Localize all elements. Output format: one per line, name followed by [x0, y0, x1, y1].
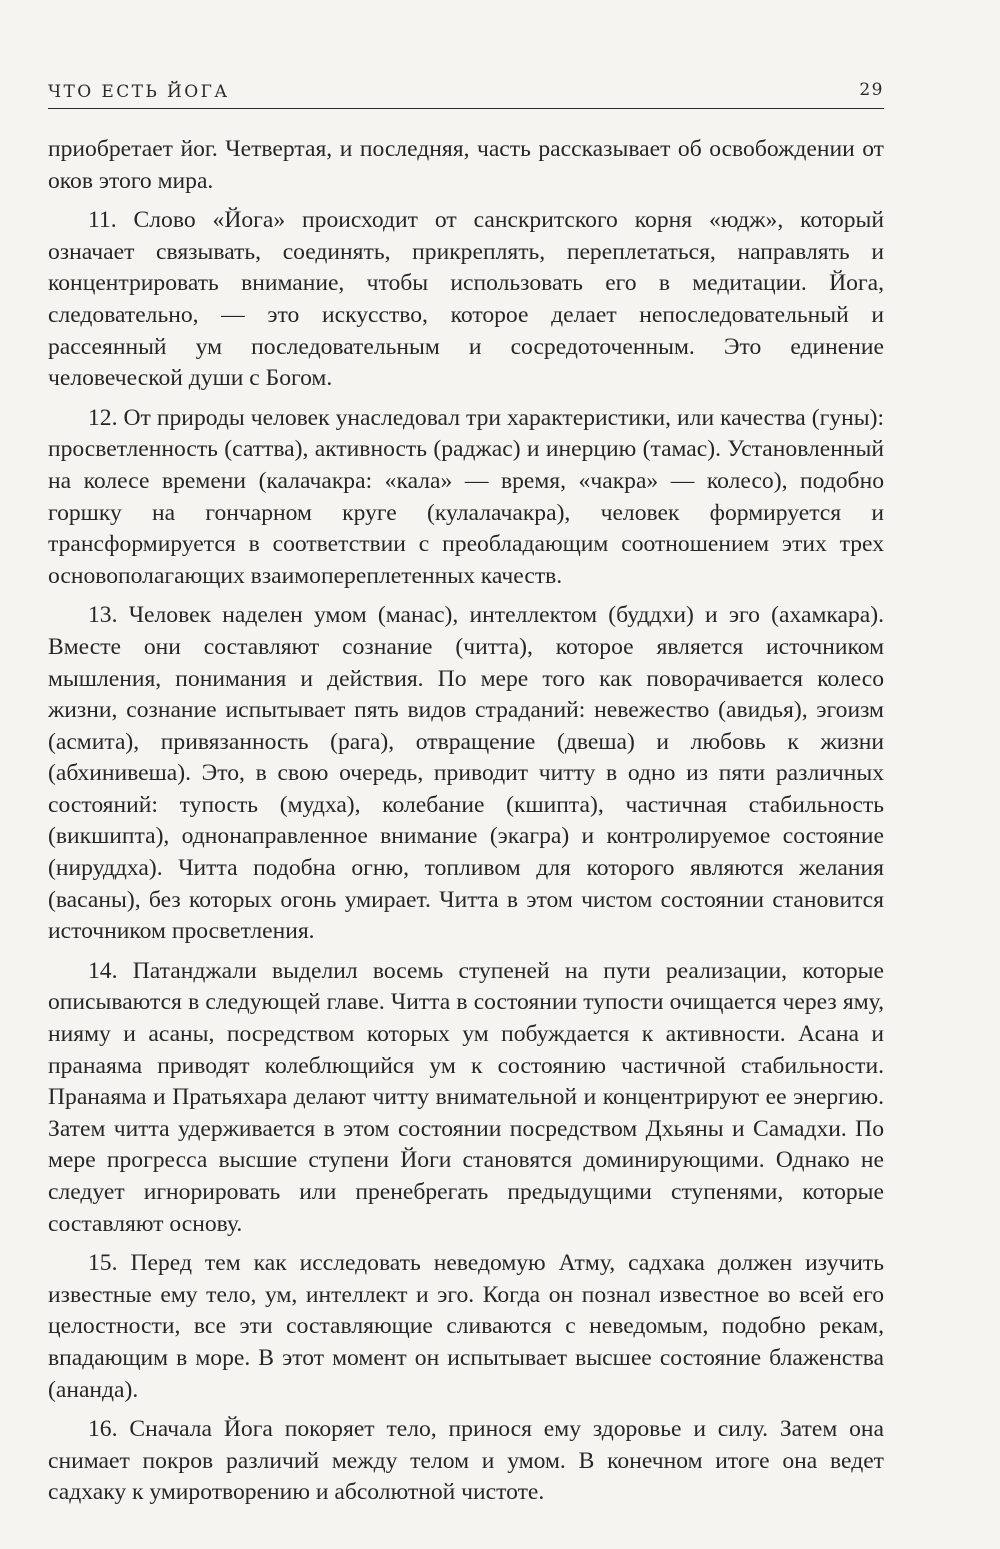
paragraph-14: 14. Патанджали выделил восемь ступеней на пути реализации, которые описываются в следующей главе. Читта в состоянии тупости очищается через яму, нияму и асаны, посредством которых ум побуждается к активности. Асана и пранаяма приводят колеблющийся ум к состоянию частичной стабильности. Пранаяма и Пратьяхара делают читту внимательной и концентрируют ее энергию. Затем читта удерживается в этом состоянии посредством Дхьяны и Самадхи. По мере прогресса высшие ступени Йоги становятся доминирующими. Однако не следует игнорировать или пренебрегать предыдущими ступенями, которые составляют основу.	[48, 957, 884, 1237]
running-header	[48, 78, 884, 109]
page-number: 29	[859, 80, 884, 100]
paragraph-16: 16. Сначала Йога покоряет тело, принося ему здоровье и силу. Затем она снимает покров различий между телом и умом. В конечном итоге она ведет садхаку к умиротворению и абсолютной чистоте.	[48, 1416, 884, 1506]
paragraph-continuation: приобретает йог. Четвертая, и последняя, часть рассказывает об освобождении от оков этого мира.	[48, 136, 884, 194]
paragraph-15: 15. Перед тем как исследовать неведомую Атму, садхака должен изучить известные ему тело, ум, интеллект и эго. Когда он познал известное во всей его целостности, все эти составляющие сливаются с неведомым, подобно рекам, впадающим в море. В этот момент он испытывает высшее состояние блаженства (ананда).	[48, 1250, 884, 1403]
running-title: ЧТО ЕСТЬ ЙОГА	[48, 82, 230, 102]
body-text	[48, 134, 884, 1517]
paragraph-11: 11. Слово «Йога» происходит от санскритского корня «юдж», который означает связывать, соединять, прикреплять, переплетаться, направлять и концентрировать внимание, чтобы использовать его в медитации. Йога, следовательно, — это искусство, которое делает непоследовательный и рассеянный ум последовательным и сосредоточенным. Это единение человеческой души с Богом.	[48, 207, 884, 392]
paragraph-12: 12. От природы человек унаследовал три характеристики, или качества (гуны): просветленность (саттва), активность (раджас) и инерцию (тамас). Установленный на колесе времени (калачакра: «кала» — время, «чакра» — колесо), подобно горшку на гончарном круге (кулалачакра), человек формируется и трансформируется в соответствии с преобладающим соотношением этих трех основополагающих взаимопереплетенных качеств.	[48, 404, 884, 589]
paragraph-13: 13. Человек наделен умом (манас), интеллектом (буддхи) и эго (ахамкара). Вместе они составляют сознание (читта), которое является источником мышления, понимания и действия. По мере того как поворачивается колесо жизни, сознание испытывает пять видов страданий: невежество (авидья), эгоизм (асмита), привязанность (рага), отвращение (двеша) и любовь к жизни (абхинивеша). Это, в свою очередь, приводит читту в одно из пяти различных состояний: тупость (мудха), колебание (кшипта), частичная стабильность (викшипта), однонаправленное внимание (экагра) и контролируемое состояние (нируддха). Читта подобна огню, топливом для которого являются желания (васаны), без которых огонь умирает. Читта в этом чистом состоянии становится источником просветления.	[48, 602, 884, 945]
